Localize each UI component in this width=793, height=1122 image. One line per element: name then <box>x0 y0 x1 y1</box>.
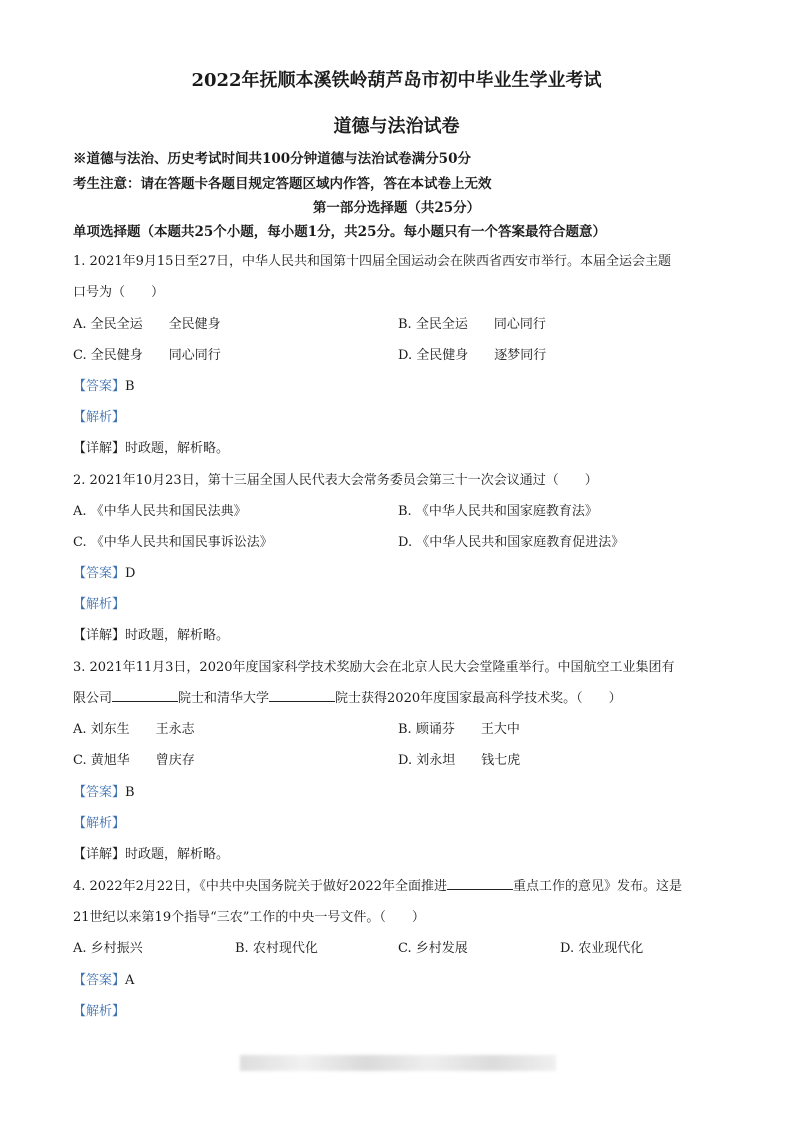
question-2-stem: 2. 2021年10月23日，第十三届全国人民代表大会常务委员会第三十一次会议通过（ ） <box>73 473 598 488</box>
answer-tag: 【答案】 <box>73 973 126 988</box>
answer-tag: 【答案】 <box>73 379 126 394</box>
question-1-stem-cont: 口号为（ ） <box>73 285 165 300</box>
question-4-stem <box>73 875 682 894</box>
question-1-detail <box>73 437 229 456</box>
stem-text: 限公司 <box>73 691 113 706</box>
answer-value: D <box>125 566 136 581</box>
question-1-option-c: C. 全民健身 同心同行 <box>73 348 221 363</box>
question-2-analysis-tag: 【解析】 <box>73 597 126 612</box>
fill-blank <box>269 689 335 702</box>
detail-tag: 【详解】 <box>73 441 126 456</box>
fill-blank <box>112 689 178 702</box>
question-3-stem-cont <box>73 687 622 706</box>
detail-tag: 【详解】 <box>73 628 126 643</box>
question-1-option-d: D. 全民健身 逐梦同行 <box>398 348 547 363</box>
question-4-option-d: D. 农业现代化 <box>560 941 644 956</box>
question-2-option-d: D. 《中华人民共和国家庭教育促进法》 <box>398 535 625 550</box>
section-heading: 单项选择题（本题共25个小题，每小题1分，共25分。每小题只有一个答案最符合题意） <box>73 224 606 240</box>
exam-title: 2022年抚顺本溪铁岭葫芦岛市初中毕业生学业考试 <box>191 70 602 91</box>
answer-tag: 【答案】 <box>73 785 126 800</box>
question-1-option-b: B. 全民全运 同心同行 <box>398 317 546 332</box>
answer-tag: 【答案】 <box>73 566 126 581</box>
detail-text: 时政题，解析略。 <box>125 628 230 643</box>
stem-text: 院士获得2020年度国家最高科学技术奖。（ ） <box>335 691 622 706</box>
question-3-option-c: C. 黄旭华 曾庆存 <box>73 753 195 768</box>
question-4-analysis-tag: 【解析】 <box>73 1004 126 1019</box>
question-2-answer <box>73 562 135 581</box>
candidate-notice: 考生注意：请在答题卡各题目规定答题区域内作答，答在本试卷上无效 <box>73 176 492 192</box>
question-4-option-a: A. 乡村振兴 <box>73 941 143 956</box>
exam-subtitle: 道德与法治试卷 <box>333 116 460 137</box>
question-3-analysis-tag: 【解析】 <box>73 816 126 831</box>
stem-text: 院士和清华大学 <box>178 691 270 706</box>
question-1-analysis-tag: 【解析】 <box>73 410 126 425</box>
question-3-option-b: B. 顾诵芬 王大中 <box>398 722 520 737</box>
question-3-option-a: A. 刘东生 王永志 <box>73 722 195 737</box>
question-1-answer <box>73 375 135 394</box>
detail-tag: 【详解】 <box>73 847 126 862</box>
question-2-option-b: B. 《中华人民共和国家庭教育法》 <box>398 504 598 519</box>
question-4-stem-cont: 21世纪以来第19个指导“三农”工作的中央一号文件。（ ） <box>73 910 425 925</box>
blurred-watermark <box>240 1055 556 1071</box>
question-1-stem: 1. 2021年9月15日至27日，中华人民共和国第十四届全国运动会在陕西省西安市举行。本届全运会主题 <box>73 254 671 269</box>
fill-blank <box>447 877 513 890</box>
question-4-answer <box>73 969 134 988</box>
question-4-option-b: B. 农村现代化 <box>235 941 318 956</box>
answer-value: A <box>125 973 135 988</box>
detail-text: 时政题，解析略。 <box>125 441 230 456</box>
question-2-option-a: A. 《中华人民共和国民法典》 <box>73 504 247 519</box>
question-3-answer <box>73 781 135 800</box>
stem-text: 4. 2022年2月22日，《中共中央国务院关于做好2022年全面推进 <box>73 879 448 894</box>
question-3-option-d: D. 刘永坦 钱七虎 <box>398 753 521 768</box>
question-4-option-c: C. 乡村发展 <box>398 941 468 956</box>
part-heading: 第一部分选择题（共25分） <box>312 200 481 216</box>
question-2-detail <box>73 624 229 643</box>
exam-duration-note: ※道德与法治、历史考试时间共100分钟道德与法治试卷满分50分 <box>73 151 471 167</box>
question-3-detail <box>73 843 229 862</box>
question-2-option-c: C. 《中华人民共和国民事诉讼法》 <box>73 535 273 550</box>
detail-text: 时政题，解析略。 <box>125 847 230 862</box>
answer-value: B <box>125 785 135 800</box>
question-1-option-a: A. 全民全运 全民健身 <box>73 317 221 332</box>
question-3-stem: 3. 2021年11月3日，2020年度国家科学技术奖励大会在北京人民大会堂隆重举行。中国航空工业集团有 <box>73 660 675 675</box>
stem-text: 重点工作的意见》发布。这是 <box>513 879 683 894</box>
answer-value: B <box>125 379 135 394</box>
